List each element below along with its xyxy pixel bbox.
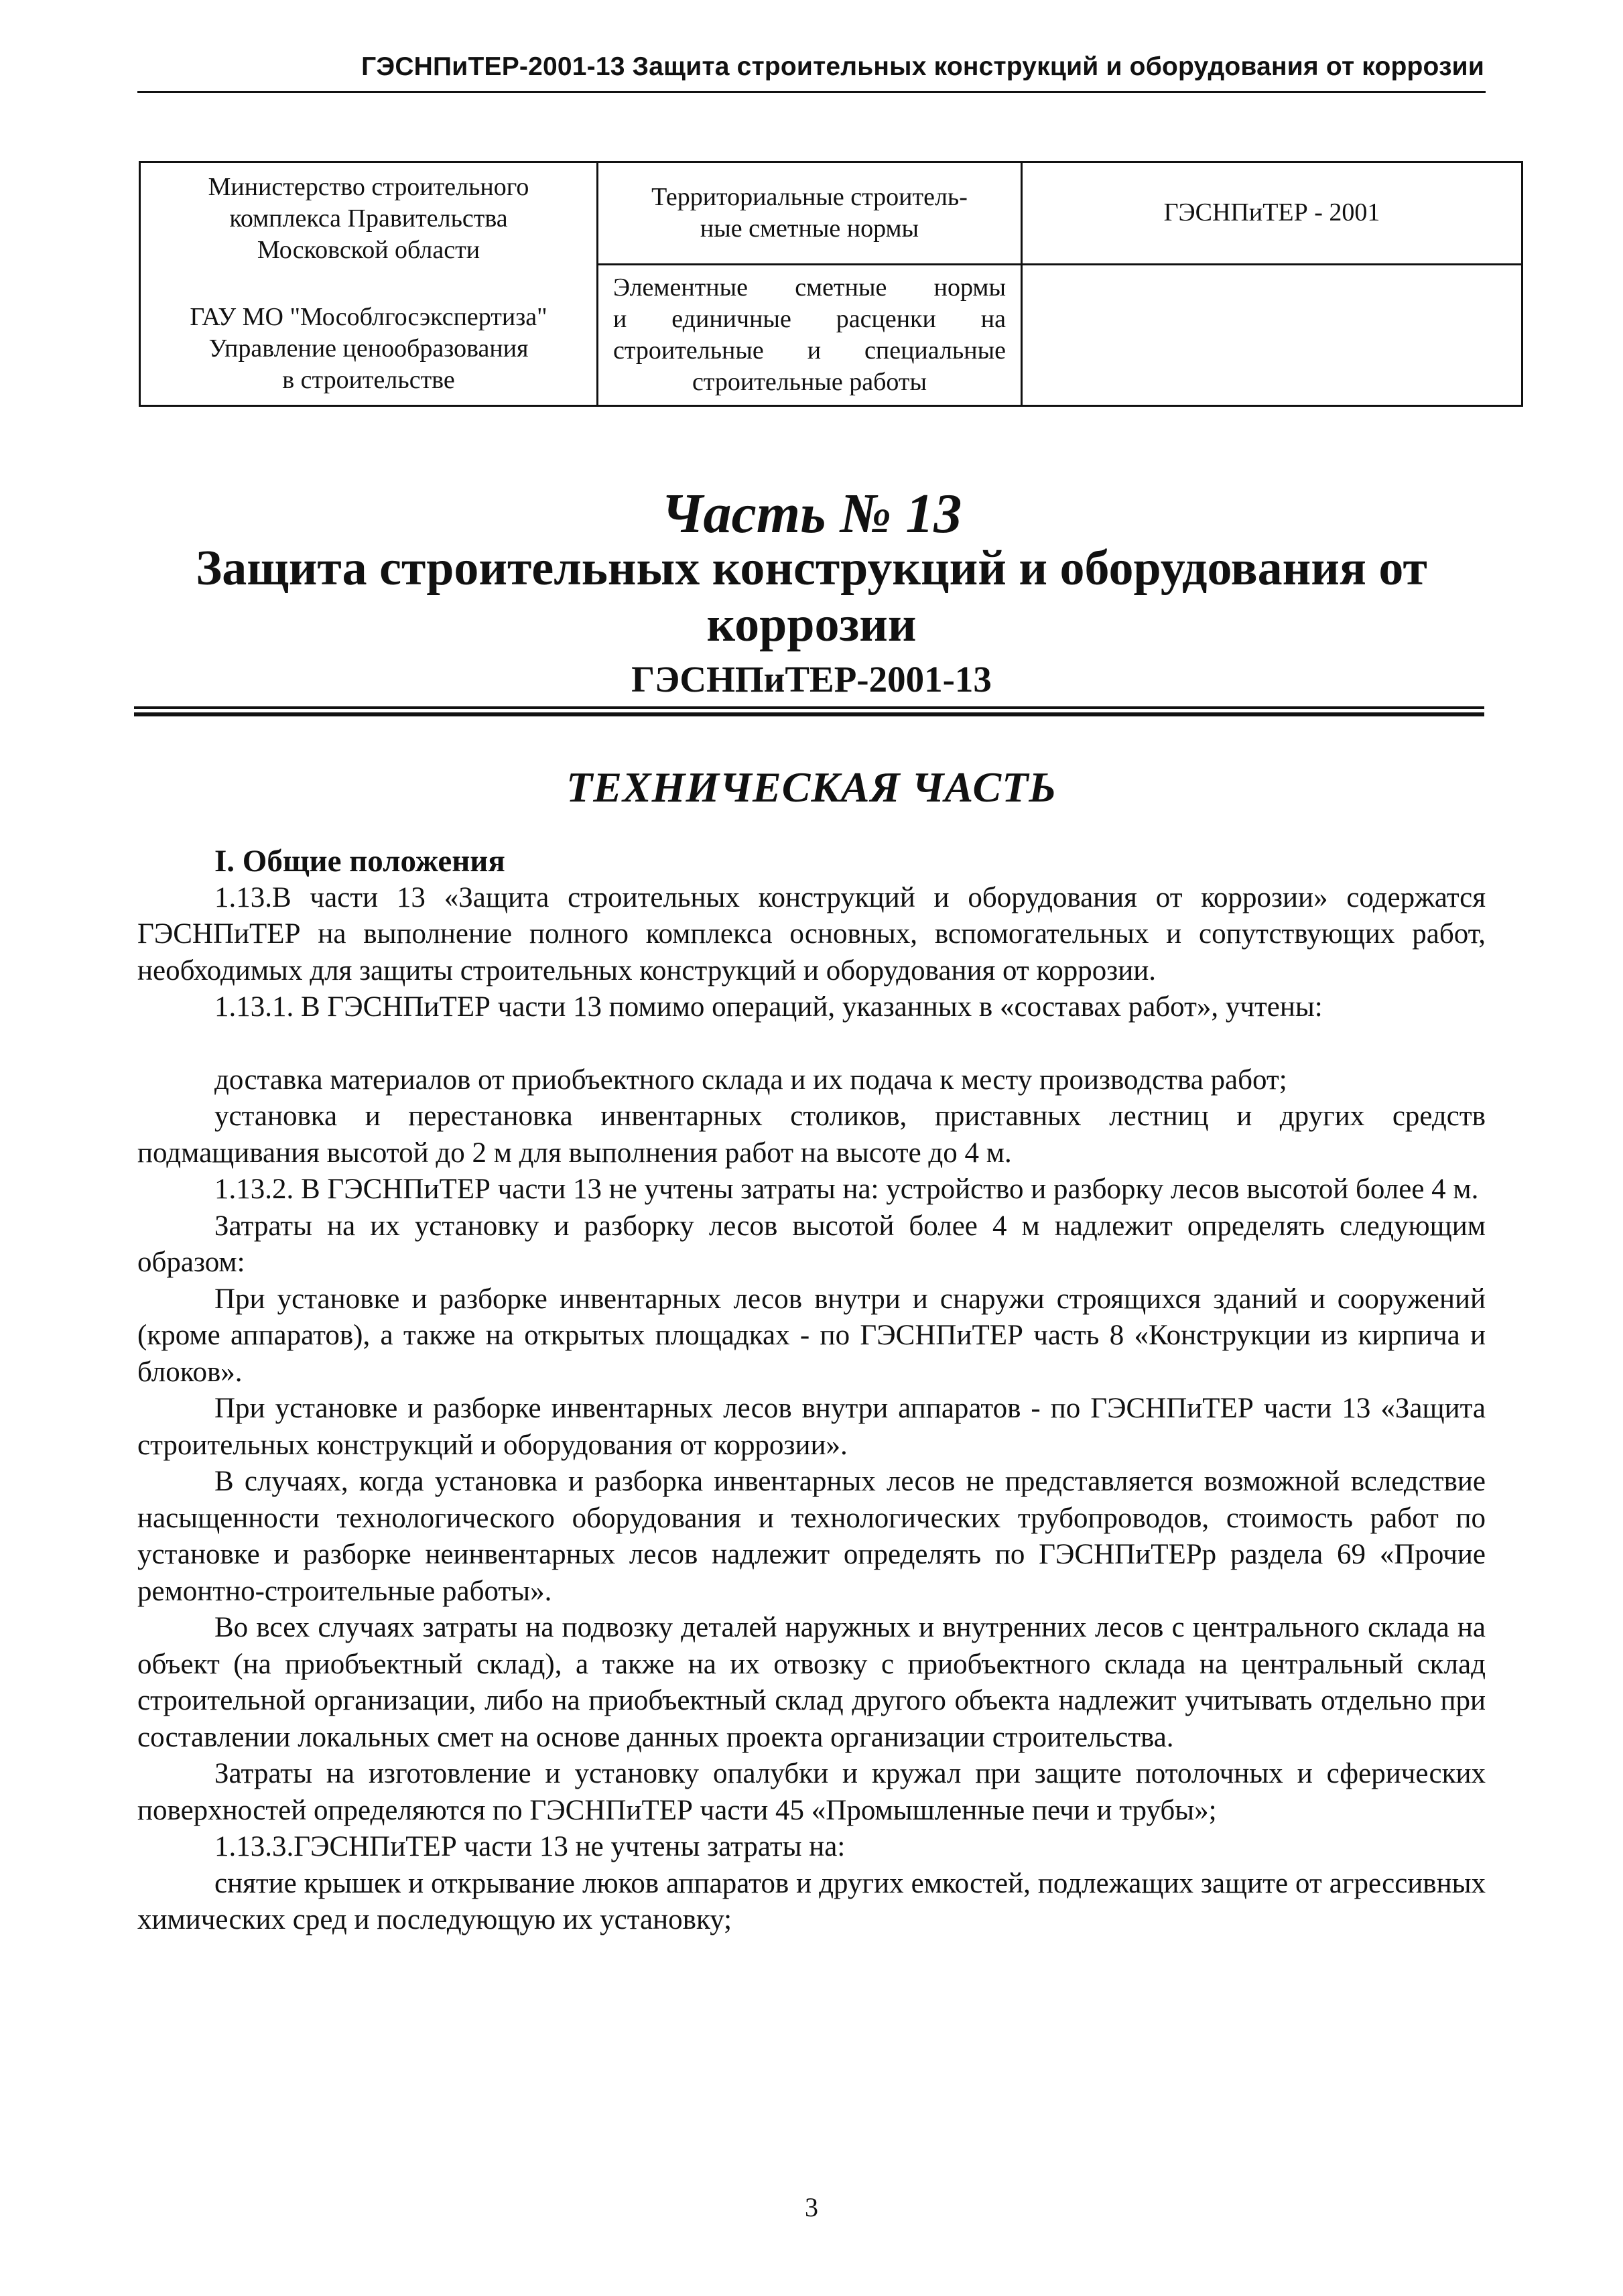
- paragraph: 1.13.1. В ГЭСНПиТЕР части 13 помимо операций, указанных в «составах работ», учтены:: [214, 991, 1323, 1023]
- code-title: ГЭСНПиТЕР-2001-13: [631, 659, 992, 700]
- paragraph: снятие крышек и открывание люков аппаратов и других емкостей, подлежащих защите от агрессивных химических сред и последующую их установку;: [137, 1867, 1486, 1935]
- agency-line: ГАУ МО "Мособлгосэкспертиза": [190, 302, 547, 331]
- empty-cell: [1022, 265, 1522, 406]
- title-rule: [134, 706, 1484, 709]
- title-rule: [134, 712, 1484, 716]
- paragraph: При установке и разборке инвентарных лесов внутри аппаратов - по ГЭСНПиТЕР части 13 «Защита строительных конструкций и оборудования от коррозии».: [137, 1393, 1486, 1461]
- norms-desc-line: строительные и специальные: [613, 336, 1006, 365]
- paragraph: Затраты на изготовление и установку опалубки и кружал при защите потолочных и сферических поверхностей определяются по ГЭСНПиТЕР части 45 «Промышленные печи и трубы»;: [137, 1758, 1486, 1826]
- paragraph: В случаях, когда установка и разборка инвентарных лесов не представляется возможной вследствие насыщенности технологического оборудования и технологических трубопроводов, стоимость работ по установке и разборке неинвентарных лесов надлежит определять по ГЭСНПиТЕРр раздела 69 «Прочие ремонтно-строительные работы».: [137, 1466, 1486, 1607]
- part-title-line: Защита строительных конструкций и оборудования от: [196, 541, 1427, 596]
- ministry-block: [151, 168, 586, 270]
- norms-desc-line: и единичные расценки на: [613, 304, 1006, 333]
- norms-desc-line: Элементные сметные нормы: [613, 273, 1006, 302]
- paragraph: 1.13.2. В ГЭСНПиТЕР части 13 не учтены затраты на: устройство и разборку лесов высотой более 4 м.: [214, 1173, 1479, 1205]
- paragraph: Затраты на их установку и разборку лесов высотой более 4 м надлежит определять следующим образом:: [137, 1210, 1486, 1278]
- code-cell: ГЭСНПиТЕР - 2001: [1022, 162, 1522, 265]
- tech-part-heading: ТЕХНИЧЕСКАЯ ЧАСТЬ: [566, 763, 1057, 811]
- paragraph: установка и перестановка инвентарных столиков, приставных лестниц и других средств подмащивания высотой до 2 м для выполнения работ на высоте до 4 м.: [137, 1100, 1486, 1169]
- org-cell: [140, 162, 598, 406]
- paragraph: доставка материалов от приобъектного склада и их подача к месту производства работ;: [214, 1064, 1287, 1096]
- agency-line: Управление ценообразования: [208, 334, 529, 363]
- info-table-row: [140, 162, 1522, 265]
- norms-desc-cell: [598, 265, 1022, 406]
- paragraph: Во всех случаях затраты на подвозку деталей наружных и внутренних лесов с центрального склада на объект (на приобъектный склад), а также на их отвозку с приобъектного склада на центральный склад строительной организации, либо на приобъектный склад другого объекта надлежит учитывать отдельно при составлении локальных смет на основе данных проекта организации строительства.: [137, 1612, 1486, 1753]
- agency-block: [151, 298, 586, 400]
- paragraph: 1.13.3.ГЭСНПиТЕР части 13 не учтены затраты на:: [214, 1831, 846, 1862]
- paragraph: 1.13.В части 13 «Защита строительных конструкций и оборудования от коррозии» содержатся ГЭСНПиТЕР на выполнение полного комплекса основных, вспомогательных и сопутствующих работ, необходимых для защиты строительных конструкций и оборудования от коррозии.: [137, 881, 1486, 986]
- section-heading: I. Общие положения: [214, 844, 505, 879]
- page-number: 3: [805, 2192, 818, 2222]
- paragraph: При установке и разборке инвентарных лесов внутри и снаружи строящихся зданий и сооружений (кроме аппаратов), а также на открытых площадках - по ГЭСНПиТЕР часть 8 «Конструкции из кирпича и блоков».: [137, 1283, 1486, 1388]
- norms-desc-line: строительные работы: [692, 368, 927, 397]
- running-header: ГЭСНПиТЕР-2001-13 Защита строительных конструкций и оборудования от коррозии: [361, 52, 1484, 81]
- norms-type-line: Территориальные строитель-: [651, 182, 968, 211]
- org-line: Московской области: [257, 236, 480, 265]
- norms-type-cell: [598, 162, 1022, 265]
- header-rule: [137, 91, 1486, 93]
- info-table: [139, 161, 1523, 407]
- body-text: [137, 843, 1486, 1939]
- part-title: [137, 540, 1486, 653]
- org-line: Министерство строительного: [208, 173, 529, 202]
- spacer: [137, 1026, 1486, 1062]
- norms-type-line: ные сметные нормы: [700, 214, 919, 243]
- org-line: комплекса Правительства: [229, 204, 508, 233]
- part-title-line: коррозии: [706, 597, 917, 652]
- agency-line: в строительстве: [282, 365, 455, 394]
- part-number-title: Часть № 13: [661, 483, 962, 545]
